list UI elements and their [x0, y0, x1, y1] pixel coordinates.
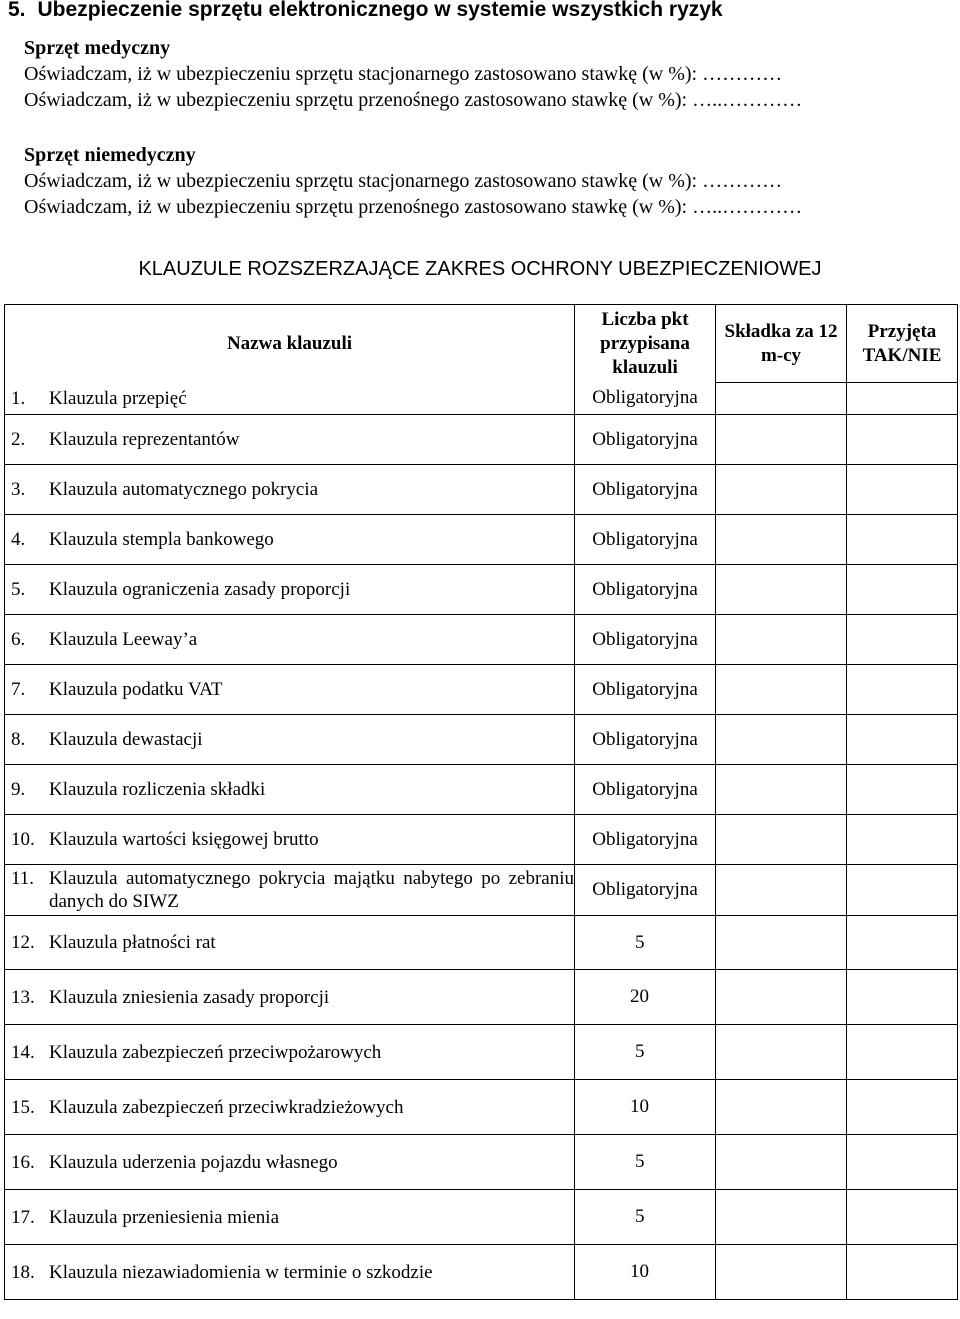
- clause-number: 3.: [11, 479, 26, 500]
- accepted-input-cell[interactable]: [847, 465, 958, 515]
- clause-number: 16.: [11, 1151, 35, 1173]
- premium-input-cell[interactable]: [716, 415, 847, 465]
- clause-number: 1.: [11, 387, 26, 409]
- table-row: [5, 1025, 958, 1080]
- premium-input-cell[interactable]: [716, 665, 847, 715]
- clause-number: 4.: [11, 529, 26, 550]
- accepted-input-cell[interactable]: [847, 383, 958, 415]
- accepted-input-cell[interactable]: [847, 970, 958, 1025]
- accepted-input-cell[interactable]: [847, 665, 958, 715]
- table-row: [5, 565, 958, 615]
- accepted-input-cell[interactable]: [847, 1190, 958, 1245]
- accepted-input-cell[interactable]: [847, 815, 958, 865]
- accepted-input-cell[interactable]: [847, 916, 958, 970]
- clause-points-cell: 20: [575, 970, 716, 1025]
- accepted-input-cell[interactable]: [847, 1135, 958, 1190]
- premium-input-cell[interactable]: [716, 565, 847, 615]
- clause-name-cell: [5, 765, 575, 815]
- clause-name: Klauzula rozliczenia składki: [49, 779, 266, 800]
- clause-name-cell: [5, 865, 575, 916]
- clause-points-cell: Obligatoryjna: [575, 515, 716, 565]
- section-title: [8, 0, 723, 22]
- table-row: [5, 615, 958, 665]
- premium-input-cell[interactable]: [716, 515, 847, 565]
- clause-points-cell: Obligatoryjna: [575, 865, 716, 916]
- clause-name-cell: [5, 383, 575, 415]
- clause-name: Klauzula reprezentantów: [49, 429, 240, 450]
- clause-number: 8.: [11, 729, 26, 750]
- clause-number: 5.: [11, 579, 26, 600]
- accepted-input-cell[interactable]: [847, 765, 958, 815]
- clauses-table: [4, 304, 958, 1300]
- header-accepted: Przyjęta TAK/NIE: [847, 305, 958, 383]
- medical-portable-rate-line: Oświadczam, iż w ubezpieczeniu sprzętu przenośnego zastosowano stawkę (w %): …..…………: [24, 89, 803, 111]
- clause-number: 13.: [11, 986, 35, 1008]
- clause-name: Klauzula uderzenia pojazdu własnego: [49, 1151, 338, 1173]
- clause-name: Klauzula podatku VAT: [49, 679, 223, 700]
- table-row: [5, 715, 958, 765]
- header-premium: Składka za 12 m-cy: [716, 305, 847, 383]
- accepted-input-cell[interactable]: [847, 865, 958, 916]
- clause-points-cell: 5: [575, 916, 716, 970]
- clause-name-cell: [5, 916, 575, 970]
- nonmedical-portable-rate-line: Oświadczam, iż w ubezpieczeniu sprzętu przenośnego zastosowano stawkę (w %): …..…………: [24, 196, 803, 218]
- header-points: Liczba pkt przypisana klauzuli: [575, 305, 716, 383]
- clause-name-cell: [5, 815, 575, 865]
- clause-number: 12.: [11, 932, 35, 953]
- clause-name: Klauzula zabezpieczeń przeciwpożarowych: [49, 1041, 382, 1063]
- clause-points-cell: 5: [575, 1190, 716, 1245]
- clause-number: 6.: [11, 629, 26, 650]
- clause-points-cell: 5: [575, 1135, 716, 1190]
- clause-name: Klauzula stempla bankowego: [49, 529, 274, 550]
- clause-name-cell: [5, 970, 575, 1025]
- clause-number: 11.: [11, 868, 35, 889]
- table-row: [5, 916, 958, 970]
- premium-input-cell[interactable]: [716, 765, 847, 815]
- clause-name-cell: [5, 465, 575, 515]
- clause-name: Klauzula przeniesienia mienia: [49, 1206, 280, 1228]
- clause-points-cell: Obligatoryjna: [575, 765, 716, 815]
- clause-points-cell: 10: [575, 1245, 716, 1300]
- clause-points-cell: Obligatoryjna: [575, 615, 716, 665]
- premium-input-cell[interactable]: [716, 715, 847, 765]
- clause-name-cell: [5, 615, 575, 665]
- accepted-input-cell[interactable]: [847, 715, 958, 765]
- medical-stationary-rate-line: Oświadczam, iż w ubezpieczeniu sprzętu stacjonarnego zastosowano stawkę (w %): …………: [24, 63, 783, 85]
- clause-number: 9.: [11, 779, 26, 800]
- clause-points-cell: Obligatoryjna: [575, 383, 716, 415]
- table-row: [5, 665, 958, 715]
- medical-heading: Sprzęt medyczny: [24, 37, 171, 59]
- premium-input-cell[interactable]: [716, 615, 847, 665]
- clause-points-cell: Obligatoryjna: [575, 815, 716, 865]
- premium-input-cell[interactable]: [716, 465, 847, 515]
- clause-name: Klauzula zabezpieczeń przeciwkradzieżowych: [49, 1096, 404, 1118]
- nonmedical-heading: Sprzęt niemedyczny: [24, 144, 196, 166]
- clause-name: Klauzula automatycznego pokrycia majątku nabytego po zebraniu danych do SIWZ: [49, 868, 574, 912]
- table-row: [5, 865, 958, 916]
- clause-name-cell: [5, 415, 575, 465]
- premium-input-cell[interactable]: [716, 1135, 847, 1190]
- header-name: Nazwa klauzuli: [5, 305, 575, 383]
- accepted-input-cell[interactable]: [847, 615, 958, 665]
- clause-points-cell: Obligatoryjna: [575, 665, 716, 715]
- clause-number: 2.: [11, 429, 26, 450]
- table-row: [5, 765, 958, 815]
- table-row: [5, 1080, 958, 1135]
- table-row: [5, 415, 958, 465]
- table-row: [5, 815, 958, 865]
- table-row: [5, 1245, 958, 1300]
- table-header-row: [5, 305, 958, 383]
- table-row: [5, 1190, 958, 1245]
- accepted-input-cell[interactable]: [847, 515, 958, 565]
- premium-input-cell[interactable]: [716, 865, 847, 916]
- clause-points-cell: Obligatoryjna: [575, 565, 716, 615]
- clause-name-cell: [5, 515, 575, 565]
- premium-input-cell[interactable]: [716, 1190, 847, 1245]
- table-row: [5, 1135, 958, 1190]
- premium-input-cell[interactable]: [716, 1245, 847, 1300]
- clause-name-cell: [5, 1135, 575, 1190]
- clause-name-cell: [5, 715, 575, 765]
- section-title-text: Ubezpieczenie sprzętu elektronicznego w systemie wszystkich ryzyk: [37, 0, 723, 21]
- clause-name-cell: [5, 565, 575, 615]
- clause-name-cell: [5, 1080, 575, 1135]
- accepted-input-cell[interactable]: [847, 565, 958, 615]
- premium-input-cell[interactable]: [716, 1080, 847, 1135]
- accepted-input-cell[interactable]: [847, 1080, 958, 1135]
- table-row: [5, 515, 958, 565]
- clause-name: Klauzula wartości księgowej brutto: [49, 829, 319, 850]
- clause-name: Klauzula zniesienia zasady proporcji: [49, 986, 330, 1008]
- clause-name: Klauzula ograniczenia zasady proporcji: [49, 579, 351, 600]
- accepted-input-cell[interactable]: [847, 415, 958, 465]
- clause-name-cell: [5, 665, 575, 715]
- clause-name: Klauzula niezawiadomienia w terminie o szkodzie: [49, 1261, 433, 1283]
- table-row: [5, 970, 958, 1025]
- table-row: [5, 383, 958, 415]
- clause-name: Klauzula przepięć: [49, 387, 187, 409]
- clause-name: Klauzula płatności rat: [49, 932, 216, 953]
- clause-points-cell: Obligatoryjna: [575, 715, 716, 765]
- clause-number: 17.: [11, 1206, 35, 1228]
- accepted-input-cell[interactable]: [847, 1025, 958, 1080]
- clauses-heading: KLAUZULE ROZSZERZAJĄCE ZAKRES OCHRONY UBEZPIECZENIOWEJ: [138, 258, 822, 280]
- table-row: [5, 465, 958, 515]
- clause-name-cell: [5, 1190, 575, 1245]
- clause-points-cell: 5: [575, 1025, 716, 1080]
- clause-name-cell: [5, 1025, 575, 1080]
- clause-name: Klauzula dewastacji: [49, 729, 203, 750]
- accepted-input-cell[interactable]: [847, 1245, 958, 1300]
- clause-name-cell: [5, 1245, 575, 1300]
- clause-number: 15.: [11, 1096, 35, 1118]
- premium-input-cell[interactable]: [716, 1025, 847, 1080]
- clause-points-cell: Obligatoryjna: [575, 415, 716, 465]
- premium-input-cell[interactable]: [716, 916, 847, 970]
- clause-points-cell: 10: [575, 1080, 716, 1135]
- clause-number: 18.: [11, 1261, 35, 1283]
- premium-input-cell[interactable]: [716, 383, 847, 415]
- clause-number: 7.: [11, 679, 26, 700]
- nonmedical-stationary-rate-line: Oświadczam, iż w ubezpieczeniu sprzętu stacjonarnego zastosowano stawkę (w %): …………: [24, 170, 783, 192]
- clause-name: Klauzula Leeway’a: [49, 629, 198, 650]
- clause-number: 14.: [11, 1041, 35, 1063]
- premium-input-cell[interactable]: [716, 815, 847, 865]
- section-number: 5.: [8, 0, 26, 21]
- clause-points-cell: Obligatoryjna: [575, 465, 716, 515]
- clause-name: Klauzula automatycznego pokrycia: [49, 479, 319, 500]
- clause-number: 10.: [11, 829, 35, 850]
- premium-input-cell[interactable]: [716, 970, 847, 1025]
